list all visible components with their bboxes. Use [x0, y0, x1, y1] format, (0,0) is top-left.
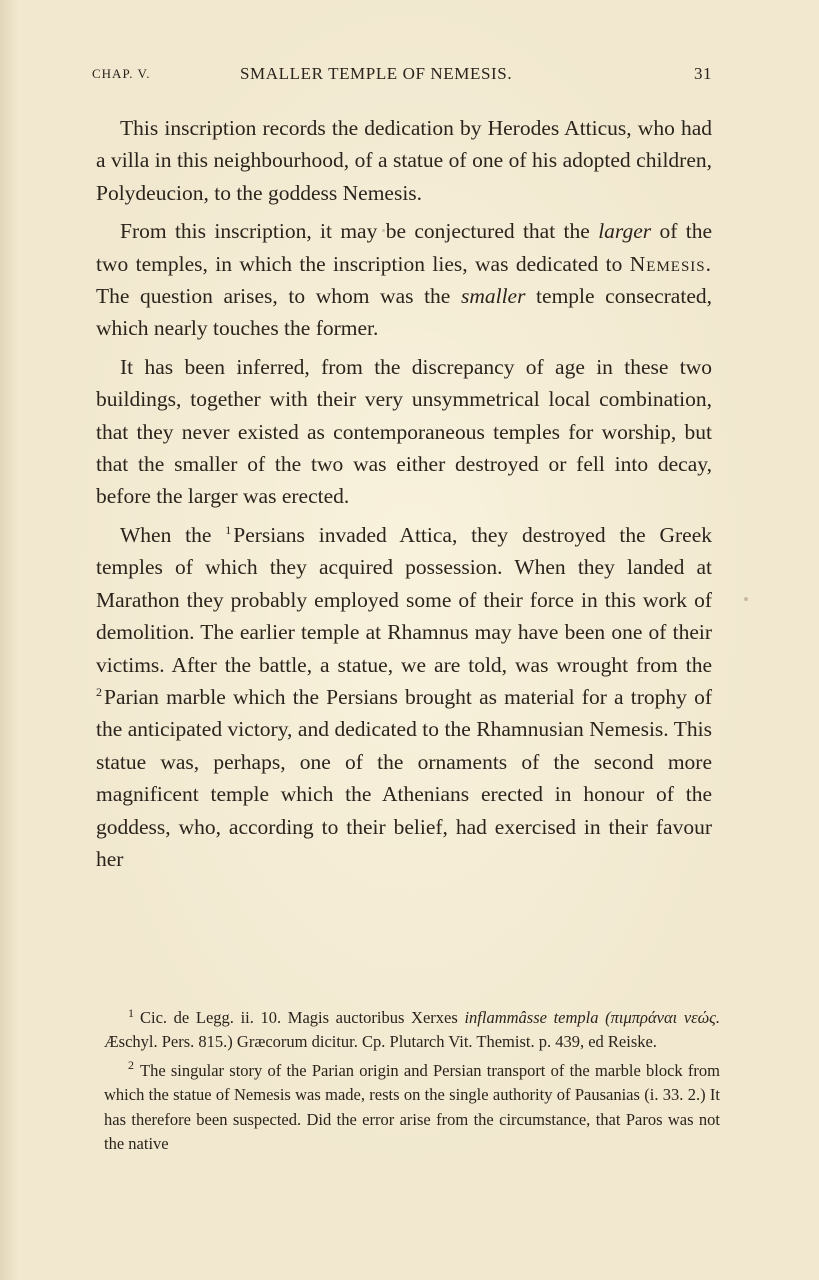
- paragraph-4-text-b: Persians invaded Attica, they destroyed the Greek temples of which they acquired possession. When they landed at Marathon they probably employed some of their force in this work of demolition. The earlier temple at Rhamnus may have been one of their victims. After the battle, a statue, we are told, was wrought from the: [96, 522, 712, 677]
- paragraph-2-text-c: The question arises, to whom was the: [96, 284, 451, 309]
- footnote-1-text-b: Æschyl. Pers. 815.) Græcorum dicitur. Cp. Plutarch Vit. Themist. p. 439, ed Reiske.: [104, 1032, 657, 1052]
- footnote-1-greek: (πιμπράναι νεώς.: [605, 1008, 721, 1027]
- main-text: [96, 112, 712, 875]
- footnote-1-latin: inflammâsse templa: [464, 1008, 599, 1027]
- footnote-2-text: The singular story of the Parian origin and Persian transport of the marble block from which the statue of Nemesis was made, rests on the single authority of Pausanias (i. 33. 2.) It has therefore been suspected. Did the error arise from the circumstance, that Paros was not the native: [104, 1060, 720, 1154]
- emphasis-larger: larger: [598, 219, 652, 244]
- footnote-2-mark: 2: [128, 1058, 134, 1073]
- footnote-2: [104, 1059, 720, 1157]
- chapter-label: CHAP. V.: [92, 66, 151, 81]
- page-number: 31: [694, 64, 712, 83]
- paragraph-4-text-a: When the: [120, 522, 212, 547]
- paragraph-4-text-c: Parian marble which the Persians brought as material for a trophy of the anticipated victory, and dedicated to the Rhamnusian Nemesis. This statue was, perhaps, one of the ornaments of the second more magnificent temple which the Athenians erected in honour of the goddess, who, according to their belief, had exercised in their favour her: [96, 684, 712, 871]
- running-title: SMALLER TEMPLE OF NEMESIS.: [240, 64, 513, 83]
- running-header: [92, 64, 712, 88]
- paragraph-2-text-b: of the two temples, in which the inscription lies, was dedicated to: [96, 219, 713, 276]
- footnote-1: [104, 1006, 720, 1055]
- footnote-ref-1: 1: [225, 522, 232, 537]
- footnote-1-text-a: Cic. de Legg. ii. 10. Magis auctoribus Xerxes: [140, 1008, 458, 1027]
- paragraph-4: [96, 519, 712, 875]
- paragraph-2-text-d: temple consecrated, which nearly touches the former.: [96, 284, 712, 341]
- paragraph-2-text-a: From this inscription, it may be conjectured that the: [120, 219, 590, 244]
- paper-speck: [382, 229, 385, 232]
- paragraph-3: It has been inferred, from the discrepancy of age in these two buildings, together with their very unsymmetrical local combination, that they never existed as contemporaneous temples for worship, but that the smaller of the two was either destroyed or fell into decay, before the larger was erected.: [96, 354, 712, 509]
- paper-speck: [744, 597, 748, 601]
- footnotes: [104, 1006, 720, 1156]
- paragraph-1: This inscription records the dedication by Herodes Atticus, who had a villa in this neighbourhood, of a statue of one of his adopted children, Polydeucion, to the goddess Nemesis.: [96, 116, 712, 205]
- footnote-ref-2: 2: [96, 684, 102, 699]
- smallcaps-nemesis: Nemesis.: [629, 251, 712, 276]
- paragraph-2: [96, 215, 712, 345]
- emphasis-smaller: smaller: [460, 284, 526, 309]
- footnote-1-mark: 1: [128, 1005, 134, 1020]
